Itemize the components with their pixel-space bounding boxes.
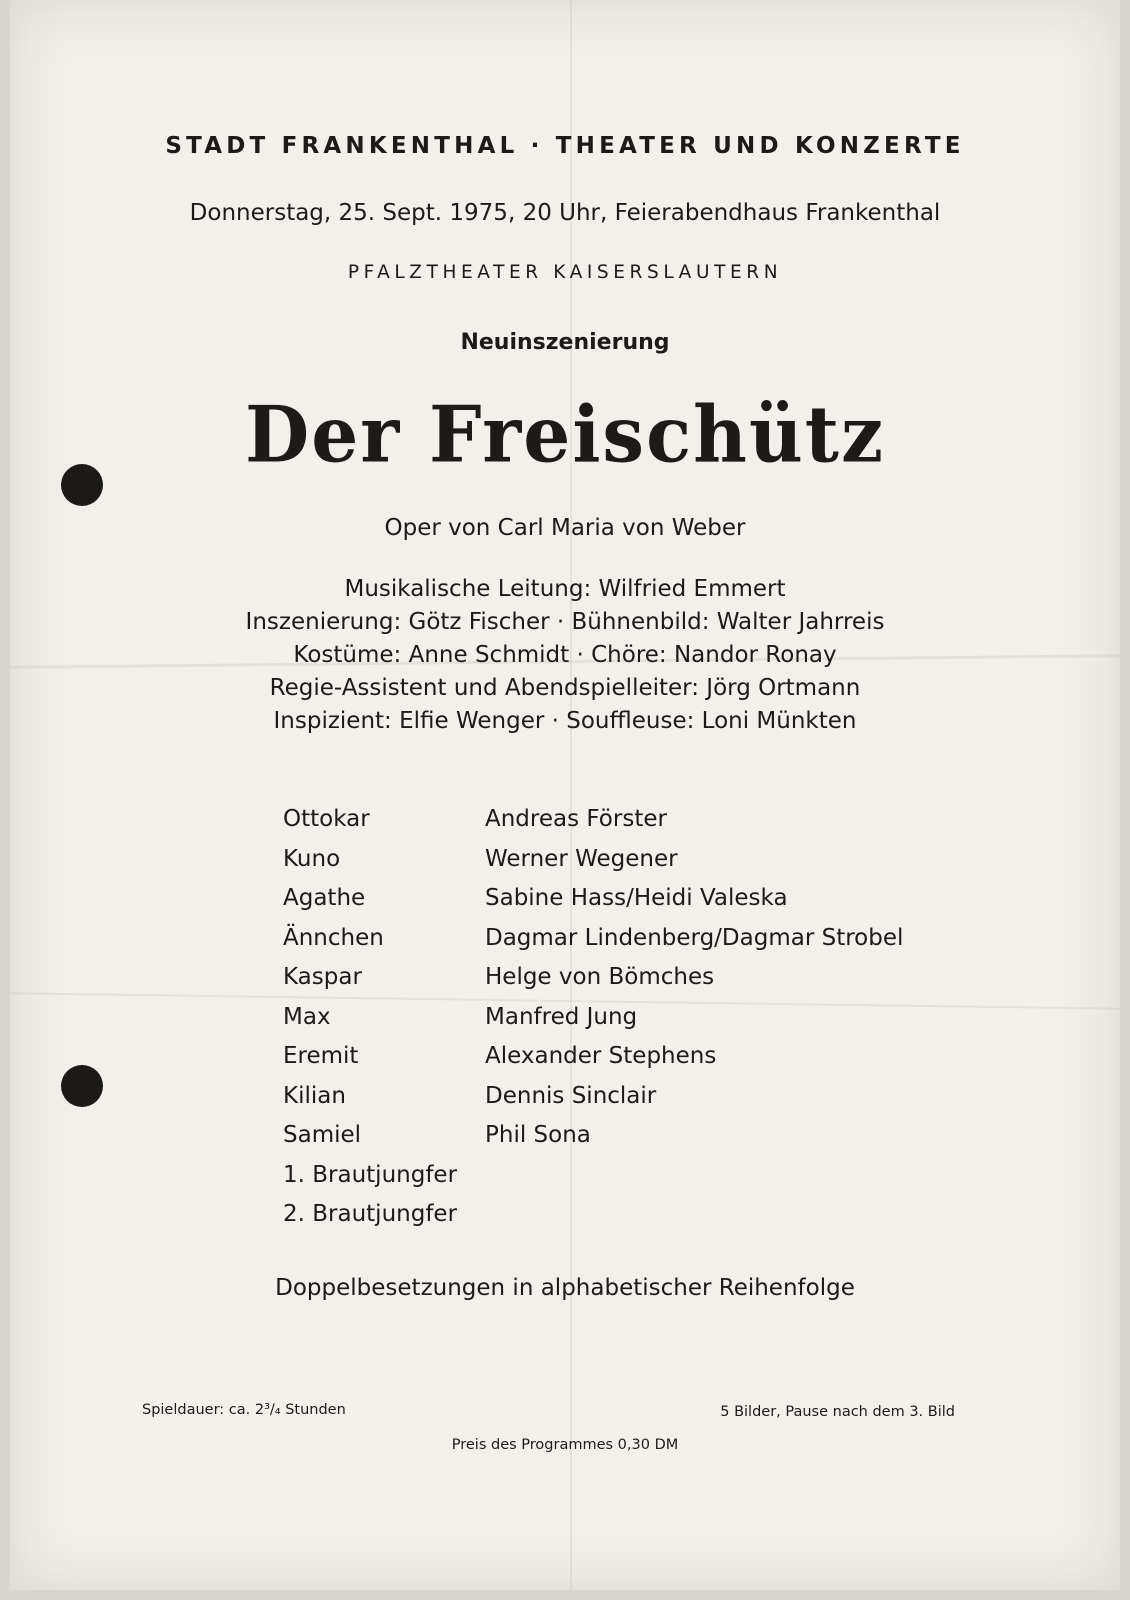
role-name: 1. Brautjungfer — [283, 1161, 458, 1188]
cast-row — [283, 1122, 903, 1162]
actor-name: Dennis Sinclair — [485, 1082, 657, 1109]
credits-block — [0, 573, 1130, 738]
credit-line: Musikalische Leitung: Wilfried Emmert — [344, 576, 786, 602]
running-time: Spieldauer: ca. 2³/₄ Stunden — [142, 1402, 346, 1418]
credit-line: Kostüme: Anne Schmidt · Chöre: Nandor Ronay — [293, 642, 837, 668]
actor-name: Manfred Jung — [485, 1003, 638, 1030]
paper-crease — [570, 0, 572, 1590]
credit-line: Inszenierung: Götz Fischer · Bühnenbild: Walter Jahrreis — [245, 609, 885, 635]
punch-hole — [61, 1065, 103, 1107]
acts-info: 5 Bilder, Pause nach dem 3. Bild — [720, 1404, 955, 1420]
company-name: PFALZTHEATER KAISERSLAUTERN — [347, 262, 783, 283]
actor-name: Helge von Bömches — [485, 964, 715, 990]
actor-name: Werner Wegener — [485, 845, 678, 872]
organizer-header: STADT FRANKENTHAL · THEATER UND KONZERTE — [165, 133, 965, 159]
program-sheet — [10, 0, 1120, 1590]
role-name: Kaspar — [283, 964, 362, 990]
cast-row — [283, 1162, 903, 1202]
cast-row — [283, 1004, 903, 1044]
actor-name: Andreas Förster — [485, 806, 667, 832]
actor-name: Alexander Stephens — [485, 1043, 717, 1069]
cast-row — [283, 964, 903, 1004]
role-name: Kilian — [283, 1082, 346, 1109]
role-name: Max — [283, 1003, 331, 1030]
production-note: Neuinszenierung — [460, 330, 670, 355]
actor-name: Phil Sona — [485, 1122, 591, 1148]
opera-title: Der Freischütz — [245, 389, 885, 481]
cast-row — [283, 806, 903, 846]
role-name: 2. Brautjungfer — [283, 1201, 458, 1227]
role-name: Ännchen — [283, 924, 384, 951]
actor-name: Sabine Hass/Heidi Valeska — [485, 885, 788, 911]
program-price: Preis des Programmes 0,30 DM — [451, 1437, 679, 1453]
cast-row — [283, 846, 903, 886]
credit-line: Regie-Assistent und Abendspielleiter: Jörg Ortmann — [269, 675, 861, 701]
actor-name: Dagmar Lindenberg/Dagmar Strobel — [485, 924, 904, 951]
role-name: Agathe — [283, 885, 366, 911]
role-name: Eremit — [283, 1043, 359, 1069]
performance-date: Donnerstag, 25. Sept. 1975, 20 Uhr, Feierabendhaus Frankenthal — [189, 200, 941, 226]
role-name: Ottokar — [283, 806, 370, 832]
cast-row — [283, 925, 903, 965]
cast-row — [283, 1043, 903, 1083]
opera-subtitle: Oper von Carl Maria von Weber — [384, 515, 746, 541]
credit-line: Inspizient: Elfie Wenger · Souffleuse: Loni Münkten — [273, 708, 857, 734]
role-name: Kuno — [283, 845, 341, 872]
cast-row — [283, 885, 903, 925]
cast-row — [283, 1201, 903, 1241]
role-name: Samiel — [283, 1122, 362, 1148]
understudy-note: Doppelbesetzungen in alphabetischer Reihenfolge — [275, 1275, 855, 1301]
cast-list — [283, 806, 903, 1241]
cast-row — [283, 1083, 903, 1123]
